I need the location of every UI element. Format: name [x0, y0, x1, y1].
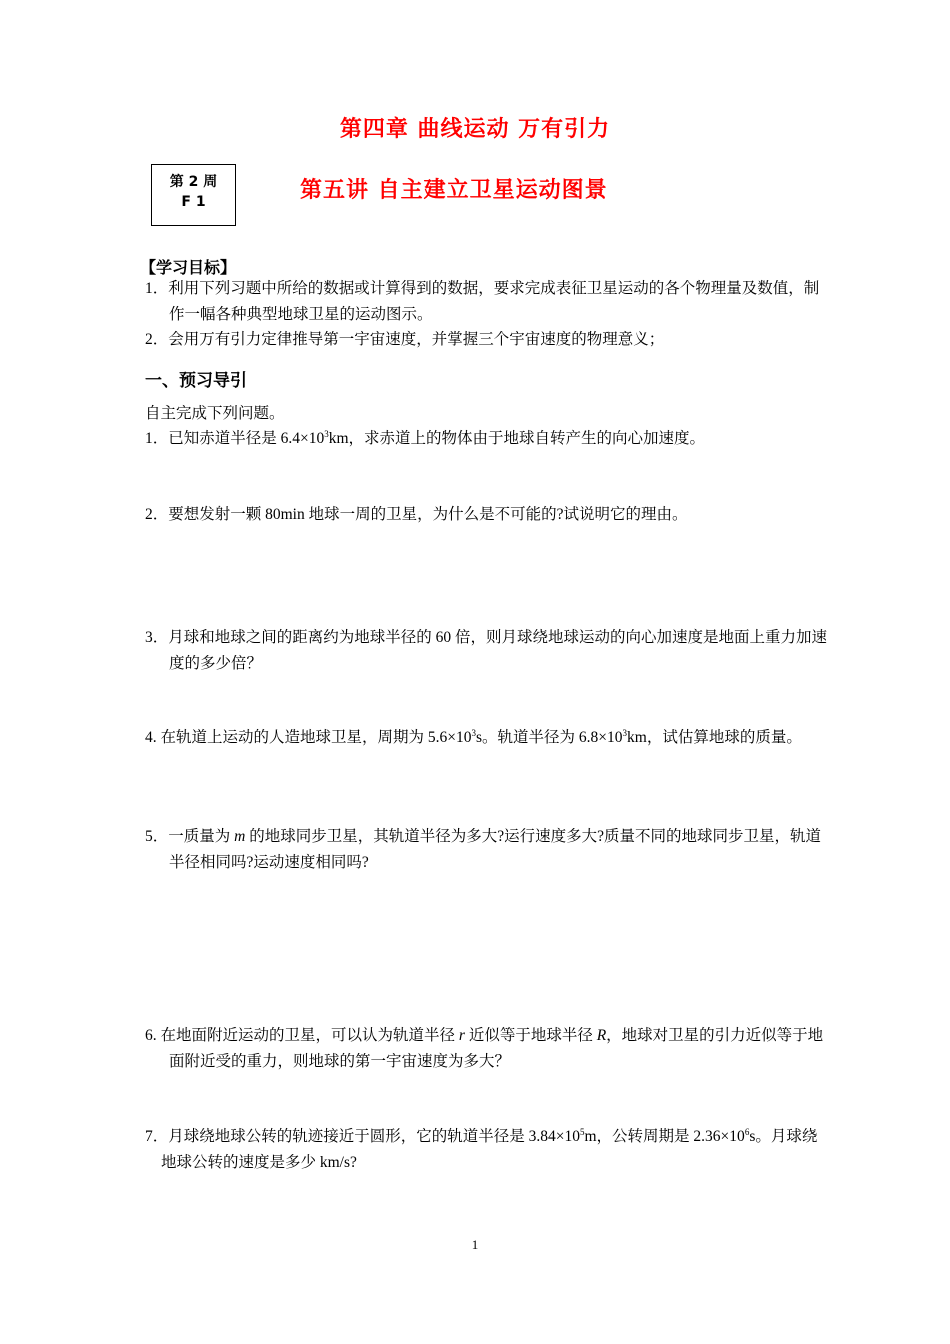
q5-variable-m: m: [234, 828, 246, 845]
q1-text-b: km，求赤道上的物体由于地球自转产生的向心加速度。: [328, 430, 706, 447]
q1-text-a: 1．已知赤道半径是 6.4×10: [145, 430, 325, 447]
q4-exponent-2: 3: [622, 727, 628, 738]
preview-heading: 一、预习导引: [145, 371, 247, 391]
q4-text-a: 4. 在轨道上运动的人造地球卫星，周期为 5.6×10: [145, 729, 472, 746]
week-box-line2: F 1: [181, 194, 206, 210]
q7-text-c: s。月球绕地球公转的速度是多少 km/s?: [161, 1128, 818, 1171]
question-4: [145, 725, 834, 751]
q6-text-c: ，地球对卫星的引力近似等于地面附近受的重力，则地球的第一宇宙速度为多大？: [169, 1027, 824, 1070]
q5-text-a: 5．一质量为: [145, 828, 235, 845]
question-5: [145, 824, 834, 876]
q6-variable-r: r: [458, 1027, 465, 1044]
q4-exponent-1: 3: [471, 727, 476, 738]
q5-text-b: 的地球同步卫星，其轨道半径为多大?运行速度多大?质量不同的地球同步卫星，轨道半径相同吗?运动速度相同吗?: [169, 828, 821, 871]
objective-item-1: 1．利用下列习题中所给的数据或计算得到的数据，要求完成表征卫星运动的各个物理量及数值，制作一幅各种典型地球卫星的运动图示。: [145, 280, 820, 323]
q4-text-b: s。轨道半径为 6.8×10: [476, 729, 623, 746]
page-number: 1: [471, 1237, 479, 1252]
objective-item-2: 2．会用万有引力定律推导第一宇宙速度，并掌握三个宇宙速度的物理意义；: [145, 331, 665, 348]
week-box-line1: 第 2 周: [169, 174, 218, 190]
preview-intro: 自主完成下列问题。: [145, 405, 285, 422]
week-box: [151, 164, 236, 226]
question-3: 3．月球和地球之间的距离约为地球半径的 60 倍，则月球绕地球运动的向心加速度是地面上重力加速度的多少倍？: [145, 629, 828, 672]
question-7: [145, 1124, 826, 1176]
chapter-title: 第四章 曲线运动 万有引力: [339, 117, 611, 142]
q4-text-c: km，试估算地球的质量。: [627, 729, 802, 746]
q7-text-a: 7．月球绕地球公转的轨迹接近于圆形，它的轨道半径是 3.84×10: [145, 1128, 580, 1145]
q1-exponent: 3: [324, 428, 329, 439]
question-2: 2．要想发射一颗 80min 地球一周的卫星，为什么是不可能的?试说明它的理由。: [145, 506, 688, 523]
q6-text-b: 近似等于地球半径: [464, 1027, 597, 1044]
q6-text-a: 6. 在地面附近运动的卫星，可以认为轨道半径: [145, 1027, 459, 1044]
objectives-heading: 【学习目标】: [140, 258, 237, 277]
q7-exponent-1: 5: [580, 1126, 585, 1137]
q7-exponent-2: 6: [744, 1126, 750, 1137]
q7-text-b: m，公转周期是 2.36×10: [584, 1128, 745, 1145]
question-1: [145, 426, 810, 452]
question-6: [145, 1023, 834, 1075]
lecture-title: 第五讲 自主建立卫星运动图景: [300, 178, 608, 203]
q6-variable-R: R: [596, 1027, 607, 1044]
